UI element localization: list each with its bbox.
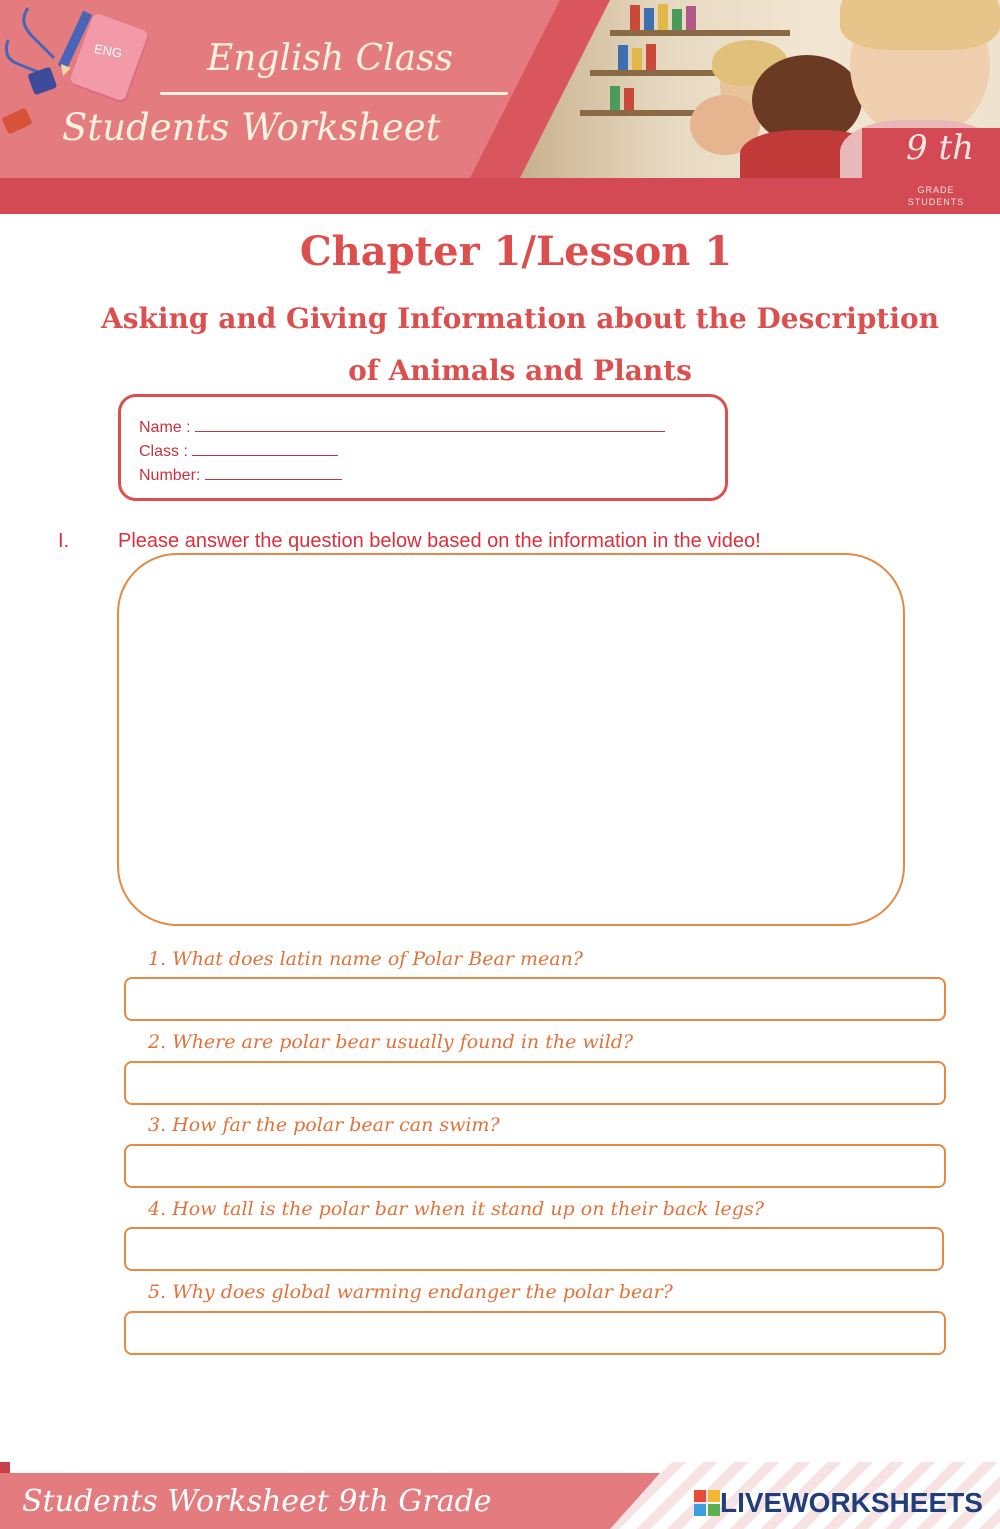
notebook-label: ENG	[92, 41, 124, 61]
lesson-title: Asking and Giving Information about the Description of Animals and Plants	[101, 302, 939, 387]
name-label: Name :	[139, 419, 191, 436]
grade-sub-line2: STUDENTS	[907, 197, 965, 207]
grade-sublabel	[900, 184, 972, 208]
question-2: 2. Where are polar bear usually found in the wild?	[148, 1031, 634, 1053]
answer-field-3[interactable]	[124, 1144, 946, 1188]
answer-field-4[interactable]	[124, 1227, 944, 1271]
name-field[interactable]	[195, 417, 665, 432]
question-5: 5. Why does global warming endanger the polar bear?	[148, 1281, 673, 1303]
footer-text: Students Worksheet 9th Grade	[22, 1484, 492, 1519]
answer-field-5[interactable]	[124, 1311, 946, 1355]
instruction-number: I.	[58, 530, 70, 552]
header-title: English Class	[206, 38, 454, 79]
header-banner	[0, 0, 1000, 214]
question-1: 1. What does latin name of Polar Bear mean?	[148, 948, 583, 970]
header-subtitle: Students Worksheet	[62, 106, 441, 149]
video-area[interactable]	[117, 553, 905, 926]
chapter-title: Chapter 1/Lesson 1	[299, 228, 733, 275]
number-field[interactable]	[205, 465, 342, 480]
answer-field-2[interactable]	[124, 1061, 946, 1105]
grade-label: 9 th	[906, 128, 974, 168]
liveworksheets-logo-icon	[694, 1490, 720, 1516]
class-label: Class :	[139, 443, 188, 460]
header-divider	[160, 92, 508, 95]
class-field[interactable]	[192, 441, 338, 456]
grade-sub-line1: GRADE	[917, 185, 955, 195]
question-4: 4. How tall is the polar bar when it stand up on their back legs?	[148, 1198, 764, 1220]
number-label: Number:	[139, 467, 201, 484]
class-row	[139, 441, 338, 461]
instruction-text: Please answer the question below based on the information in the video!	[118, 530, 761, 552]
liveworksheets-brand[interactable]: LIVEWORKSHEETS	[720, 1487, 983, 1518]
name-row	[139, 417, 665, 437]
question-3: 3. How far the polar bear can swim?	[148, 1114, 500, 1136]
number-row	[139, 465, 342, 485]
answer-field-1[interactable]	[124, 977, 946, 1021]
